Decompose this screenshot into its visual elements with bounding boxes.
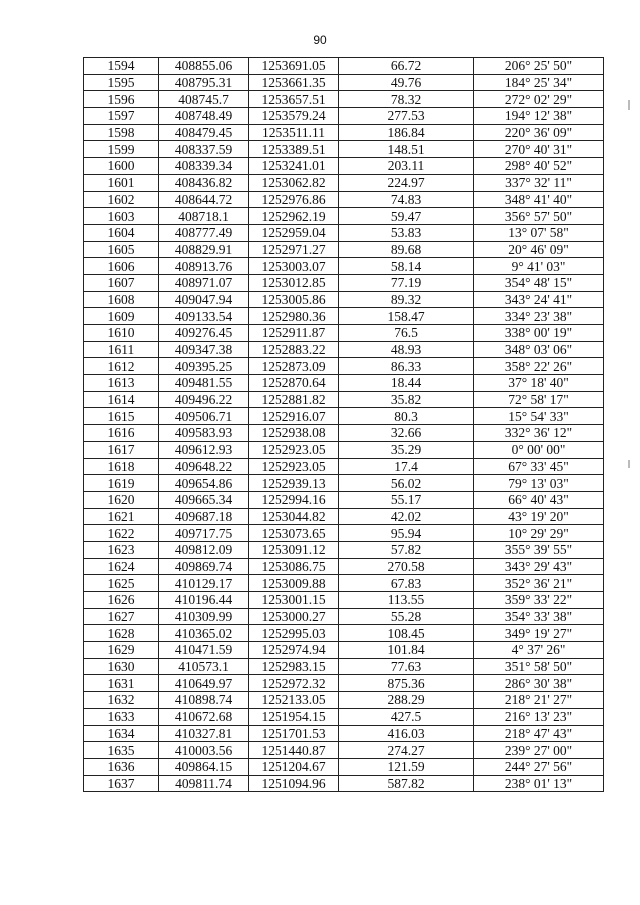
bearing-cell: 348° 03' 06" xyxy=(474,341,604,358)
point-number-cell: 1599 xyxy=(84,141,159,158)
x-coordinate-cell: 408337.59 xyxy=(159,141,249,158)
x-coordinate-cell: 408339.34 xyxy=(159,158,249,175)
scan-edge-mark xyxy=(628,100,630,110)
distance-cell: 32.66 xyxy=(339,425,474,442)
distance-cell: 224.97 xyxy=(339,174,474,191)
x-coordinate-cell: 408913.76 xyxy=(159,258,249,275)
y-coordinate-cell: 1251440.87 xyxy=(249,742,339,759)
point-number-cell: 1627 xyxy=(84,608,159,625)
bearing-cell: 348° 41' 40" xyxy=(474,191,604,208)
distance-cell: 95.94 xyxy=(339,525,474,542)
point-number-cell: 1606 xyxy=(84,258,159,275)
x-coordinate-cell: 408795.31 xyxy=(159,74,249,91)
distance-cell: 270.58 xyxy=(339,558,474,575)
distance-cell: 89.68 xyxy=(339,241,474,258)
point-number-cell: 1632 xyxy=(84,692,159,709)
y-coordinate-cell: 1253073.65 xyxy=(249,525,339,542)
table-body xyxy=(84,58,604,792)
distance-cell: 17.4 xyxy=(339,458,474,475)
bearing-cell: 351° 58' 50" xyxy=(474,658,604,675)
point-number-cell: 1608 xyxy=(84,291,159,308)
table-row xyxy=(84,341,604,358)
bearing-cell: 343° 29' 43" xyxy=(474,558,604,575)
distance-cell: 77.19 xyxy=(339,274,474,291)
table-row xyxy=(84,441,604,458)
x-coordinate-cell: 408777.49 xyxy=(159,224,249,241)
x-coordinate-cell: 409654.86 xyxy=(159,475,249,492)
point-number-cell: 1617 xyxy=(84,441,159,458)
table-row xyxy=(84,491,604,508)
table-row xyxy=(84,224,604,241)
bearing-cell: 272° 02' 29" xyxy=(474,91,604,108)
point-number-cell: 1604 xyxy=(84,224,159,241)
table-row xyxy=(84,508,604,525)
x-coordinate-cell: 408644.72 xyxy=(159,191,249,208)
x-coordinate-cell: 410471.59 xyxy=(159,642,249,659)
y-coordinate-cell: 1253091.12 xyxy=(249,541,339,558)
table-row xyxy=(84,742,604,759)
distance-cell: 55.17 xyxy=(339,491,474,508)
x-coordinate-cell: 410672.68 xyxy=(159,708,249,725)
point-number-cell: 1622 xyxy=(84,525,159,542)
distance-cell: 58.14 xyxy=(339,258,474,275)
point-number-cell: 1636 xyxy=(84,758,159,775)
point-number-cell: 1637 xyxy=(84,775,159,792)
x-coordinate-cell: 408745.7 xyxy=(159,91,249,108)
point-number-cell: 1601 xyxy=(84,174,159,191)
x-coordinate-cell: 409347.38 xyxy=(159,341,249,358)
point-number-cell: 1628 xyxy=(84,625,159,642)
table-row xyxy=(84,758,604,775)
distance-cell: 86.33 xyxy=(339,358,474,375)
table-row xyxy=(84,375,604,392)
bearing-cell: 244° 27' 56" xyxy=(474,758,604,775)
distance-cell: 80.3 xyxy=(339,408,474,425)
x-coordinate-cell: 408479.45 xyxy=(159,124,249,141)
table-row xyxy=(84,124,604,141)
x-coordinate-cell: 410003.56 xyxy=(159,742,249,759)
x-coordinate-cell: 409395.25 xyxy=(159,358,249,375)
y-coordinate-cell: 1252870.64 xyxy=(249,375,339,392)
x-coordinate-cell: 410573.1 xyxy=(159,658,249,675)
distance-cell: 56.02 xyxy=(339,475,474,492)
point-number-cell: 1615 xyxy=(84,408,159,425)
bearing-cell: 72° 58' 17" xyxy=(474,391,604,408)
x-coordinate-cell: 410327.81 xyxy=(159,725,249,742)
y-coordinate-cell: 1252995.03 xyxy=(249,625,339,642)
y-coordinate-cell: 1252962.19 xyxy=(249,208,339,225)
point-number-cell: 1614 xyxy=(84,391,159,408)
x-coordinate-cell: 409864.15 xyxy=(159,758,249,775)
table-row xyxy=(84,58,604,75)
distance-cell: 108.45 xyxy=(339,625,474,642)
table-row xyxy=(84,708,604,725)
y-coordinate-cell: 1251954.15 xyxy=(249,708,339,725)
distance-cell: 587.82 xyxy=(339,775,474,792)
distance-cell: 875.36 xyxy=(339,675,474,692)
y-coordinate-cell: 1253389.51 xyxy=(249,141,339,158)
bearing-cell: 338° 00' 19" xyxy=(474,325,604,342)
y-coordinate-cell: 1252939.13 xyxy=(249,475,339,492)
distance-cell: 148.51 xyxy=(339,141,474,158)
x-coordinate-cell: 409133.54 xyxy=(159,308,249,325)
point-number-cell: 1618 xyxy=(84,458,159,475)
y-coordinate-cell: 1253003.07 xyxy=(249,258,339,275)
bearing-cell: 352° 36' 21" xyxy=(474,575,604,592)
y-coordinate-cell: 1252916.07 xyxy=(249,408,339,425)
bearing-cell: 184° 25' 34" xyxy=(474,74,604,91)
distance-cell: 101.84 xyxy=(339,642,474,659)
table-row xyxy=(84,258,604,275)
point-number-cell: 1631 xyxy=(84,675,159,692)
table-row xyxy=(84,274,604,291)
distance-cell: 49.76 xyxy=(339,74,474,91)
bearing-cell: 67° 33' 45" xyxy=(474,458,604,475)
distance-cell: 277.53 xyxy=(339,108,474,125)
y-coordinate-cell: 1253009.88 xyxy=(249,575,339,592)
table-row xyxy=(84,625,604,642)
y-coordinate-cell: 1252923.05 xyxy=(249,458,339,475)
y-coordinate-cell: 1252923.05 xyxy=(249,441,339,458)
distance-cell: 416.03 xyxy=(339,725,474,742)
bearing-cell: 37° 18' 40" xyxy=(474,375,604,392)
distance-cell: 42.02 xyxy=(339,508,474,525)
point-number-cell: 1596 xyxy=(84,91,159,108)
y-coordinate-cell: 1253511.11 xyxy=(249,124,339,141)
x-coordinate-cell: 410309.99 xyxy=(159,608,249,625)
bearing-cell: 355° 39' 55" xyxy=(474,541,604,558)
point-number-cell: 1616 xyxy=(84,425,159,442)
table-row xyxy=(84,658,604,675)
y-coordinate-cell: 1253012.85 xyxy=(249,274,339,291)
distance-cell: 57.82 xyxy=(339,541,474,558)
bearing-cell: 239° 27' 00" xyxy=(474,742,604,759)
table-row xyxy=(84,308,604,325)
distance-cell: 89.32 xyxy=(339,291,474,308)
table-row xyxy=(84,675,604,692)
point-number-cell: 1598 xyxy=(84,124,159,141)
table-row xyxy=(84,608,604,625)
x-coordinate-cell: 409869.74 xyxy=(159,558,249,575)
table-row xyxy=(84,325,604,342)
x-coordinate-cell: 410129.17 xyxy=(159,575,249,592)
bearing-cell: 286° 30' 38" xyxy=(474,675,604,692)
point-number-cell: 1635 xyxy=(84,742,159,759)
bearing-cell: 4° 37' 26" xyxy=(474,642,604,659)
point-number-cell: 1600 xyxy=(84,158,159,175)
bearing-cell: 43° 19' 20" xyxy=(474,508,604,525)
x-coordinate-cell: 408748.49 xyxy=(159,108,249,125)
distance-cell: 59.47 xyxy=(339,208,474,225)
bearing-cell: 354° 48' 15" xyxy=(474,274,604,291)
page-number: 90 xyxy=(313,33,327,47)
distance-cell: 18.44 xyxy=(339,375,474,392)
point-number-cell: 1605 xyxy=(84,241,159,258)
x-coordinate-cell: 409648.22 xyxy=(159,458,249,475)
x-coordinate-cell: 409506.71 xyxy=(159,408,249,425)
table-row xyxy=(84,425,604,442)
y-coordinate-cell: 1252881.82 xyxy=(249,391,339,408)
table-row xyxy=(84,475,604,492)
y-coordinate-cell: 1253661.35 xyxy=(249,74,339,91)
distance-cell: 67.83 xyxy=(339,575,474,592)
table-row xyxy=(84,642,604,659)
bearing-cell: 216° 13' 23" xyxy=(474,708,604,725)
x-coordinate-cell: 408971.07 xyxy=(159,274,249,291)
bearing-cell: 79° 13' 03" xyxy=(474,475,604,492)
point-number-cell: 1626 xyxy=(84,592,159,609)
table-row xyxy=(84,74,604,91)
table-row xyxy=(84,575,604,592)
y-coordinate-cell: 1252974.94 xyxy=(249,642,339,659)
point-number-cell: 1611 xyxy=(84,341,159,358)
point-number-cell: 1602 xyxy=(84,191,159,208)
point-number-cell: 1610 xyxy=(84,325,159,342)
point-number-cell: 1619 xyxy=(84,475,159,492)
bearing-cell: 194° 12' 38" xyxy=(474,108,604,125)
point-number-cell: 1609 xyxy=(84,308,159,325)
bearing-cell: 356° 57' 50" xyxy=(474,208,604,225)
x-coordinate-cell: 409811.74 xyxy=(159,775,249,792)
y-coordinate-cell: 1251204.67 xyxy=(249,758,339,775)
x-coordinate-cell: 409481.55 xyxy=(159,375,249,392)
point-number-cell: 1595 xyxy=(84,74,159,91)
x-coordinate-cell: 409665.34 xyxy=(159,491,249,508)
distance-cell: 113.55 xyxy=(339,592,474,609)
coordinates-table xyxy=(83,57,604,792)
distance-cell: 186.84 xyxy=(339,124,474,141)
x-coordinate-cell: 409047.94 xyxy=(159,291,249,308)
y-coordinate-cell: 1252976.86 xyxy=(249,191,339,208)
table-row xyxy=(84,391,604,408)
bearing-cell: 337° 32' 11" xyxy=(474,174,604,191)
scan-edge-mark xyxy=(628,460,630,468)
table-row xyxy=(84,191,604,208)
y-coordinate-cell: 1252938.08 xyxy=(249,425,339,442)
y-coordinate-cell: 1253044.82 xyxy=(249,508,339,525)
table-row xyxy=(84,108,604,125)
y-coordinate-cell: 1252994.16 xyxy=(249,491,339,508)
y-coordinate-cell: 1252983.15 xyxy=(249,658,339,675)
x-coordinate-cell: 408829.91 xyxy=(159,241,249,258)
point-number-cell: 1621 xyxy=(84,508,159,525)
bearing-cell: 218° 21' 27" xyxy=(474,692,604,709)
distance-cell: 78.32 xyxy=(339,91,474,108)
x-coordinate-cell: 409612.93 xyxy=(159,441,249,458)
table-row xyxy=(84,541,604,558)
bearing-cell: 354° 33' 38" xyxy=(474,608,604,625)
y-coordinate-cell: 1253000.27 xyxy=(249,608,339,625)
table-row xyxy=(84,358,604,375)
x-coordinate-cell: 409717.75 xyxy=(159,525,249,542)
point-number-cell: 1625 xyxy=(84,575,159,592)
bearing-cell: 20° 46' 09" xyxy=(474,241,604,258)
x-coordinate-cell: 409276.45 xyxy=(159,325,249,342)
point-number-cell: 1620 xyxy=(84,491,159,508)
table-row xyxy=(84,692,604,709)
table-row xyxy=(84,174,604,191)
y-coordinate-cell: 1252971.27 xyxy=(249,241,339,258)
point-number-cell: 1603 xyxy=(84,208,159,225)
y-coordinate-cell: 1253241.01 xyxy=(249,158,339,175)
point-number-cell: 1633 xyxy=(84,708,159,725)
x-coordinate-cell: 408718.1 xyxy=(159,208,249,225)
bearing-cell: 358° 22' 26" xyxy=(474,358,604,375)
y-coordinate-cell: 1253062.82 xyxy=(249,174,339,191)
y-coordinate-cell: 1253086.75 xyxy=(249,558,339,575)
x-coordinate-cell: 409496.22 xyxy=(159,391,249,408)
table-row xyxy=(84,241,604,258)
y-coordinate-cell: 1252911.87 xyxy=(249,325,339,342)
distance-cell: 35.29 xyxy=(339,441,474,458)
bearing-cell: 9° 41' 03" xyxy=(474,258,604,275)
y-coordinate-cell: 1253001.15 xyxy=(249,592,339,609)
bearing-cell: 270° 40' 31" xyxy=(474,141,604,158)
table-row xyxy=(84,208,604,225)
y-coordinate-cell: 1253691.05 xyxy=(249,58,339,75)
x-coordinate-cell: 410898.74 xyxy=(159,692,249,709)
bearing-cell: 10° 29' 29" xyxy=(474,525,604,542)
point-number-cell: 1623 xyxy=(84,541,159,558)
point-number-cell: 1630 xyxy=(84,658,159,675)
table-row xyxy=(84,91,604,108)
x-coordinate-cell: 410196.44 xyxy=(159,592,249,609)
y-coordinate-cell: 1252873.09 xyxy=(249,358,339,375)
distance-cell: 66.72 xyxy=(339,58,474,75)
point-number-cell: 1597 xyxy=(84,108,159,125)
table-row xyxy=(84,158,604,175)
distance-cell: 427.5 xyxy=(339,708,474,725)
table-row xyxy=(84,525,604,542)
table-row xyxy=(84,141,604,158)
distance-cell: 35.82 xyxy=(339,391,474,408)
y-coordinate-cell: 1253579.24 xyxy=(249,108,339,125)
table-row xyxy=(84,775,604,792)
bearing-cell: 206° 25' 50" xyxy=(474,58,604,75)
y-coordinate-cell: 1252972.32 xyxy=(249,675,339,692)
point-number-cell: 1624 xyxy=(84,558,159,575)
y-coordinate-cell: 1253005.86 xyxy=(249,291,339,308)
bearing-cell: 332° 36' 12" xyxy=(474,425,604,442)
bearing-cell: 334° 23' 38" xyxy=(474,308,604,325)
y-coordinate-cell: 1252980.36 xyxy=(249,308,339,325)
bearing-cell: 343° 24' 41" xyxy=(474,291,604,308)
x-coordinate-cell: 408436.82 xyxy=(159,174,249,191)
bearing-cell: 359° 33' 22" xyxy=(474,592,604,609)
table-row xyxy=(84,558,604,575)
distance-cell: 74.83 xyxy=(339,191,474,208)
bearing-cell: 238° 01' 13" xyxy=(474,775,604,792)
bearing-cell: 218° 47' 43" xyxy=(474,725,604,742)
bearing-cell: 349° 19' 27" xyxy=(474,625,604,642)
x-coordinate-cell: 410365.02 xyxy=(159,625,249,642)
point-number-cell: 1607 xyxy=(84,274,159,291)
distance-cell: 158.47 xyxy=(339,308,474,325)
y-coordinate-cell: 1251701.53 xyxy=(249,725,339,742)
distance-cell: 274.27 xyxy=(339,742,474,759)
point-number-cell: 1612 xyxy=(84,358,159,375)
x-coordinate-cell: 408855.06 xyxy=(159,58,249,75)
point-number-cell: 1629 xyxy=(84,642,159,659)
table-row xyxy=(84,592,604,609)
distance-cell: 55.28 xyxy=(339,608,474,625)
bearing-cell: 66° 40' 43" xyxy=(474,491,604,508)
point-number-cell: 1634 xyxy=(84,725,159,742)
y-coordinate-cell: 1252883.22 xyxy=(249,341,339,358)
bearing-cell: 13° 07' 58" xyxy=(474,224,604,241)
table-row xyxy=(84,291,604,308)
table-row xyxy=(84,458,604,475)
bearing-cell: 298° 40' 52" xyxy=(474,158,604,175)
point-number-cell: 1613 xyxy=(84,375,159,392)
bearing-cell: 15° 54' 33" xyxy=(474,408,604,425)
y-coordinate-cell: 1252133.05 xyxy=(249,692,339,709)
bearing-cell: 220° 36' 09" xyxy=(474,124,604,141)
bearing-cell: 0° 00' 00" xyxy=(474,441,604,458)
x-coordinate-cell: 409583.93 xyxy=(159,425,249,442)
distance-cell: 77.63 xyxy=(339,658,474,675)
y-coordinate-cell: 1252959.04 xyxy=(249,224,339,241)
y-coordinate-cell: 1251094.96 xyxy=(249,775,339,792)
distance-cell: 203.11 xyxy=(339,158,474,175)
table-row xyxy=(84,725,604,742)
distance-cell: 121.59 xyxy=(339,758,474,775)
table-row xyxy=(84,408,604,425)
x-coordinate-cell: 410649.97 xyxy=(159,675,249,692)
distance-cell: 76.5 xyxy=(339,325,474,342)
x-coordinate-cell: 409812.09 xyxy=(159,541,249,558)
distance-cell: 53.83 xyxy=(339,224,474,241)
x-coordinate-cell: 409687.18 xyxy=(159,508,249,525)
distance-cell: 288.29 xyxy=(339,692,474,709)
point-number-cell: 1594 xyxy=(84,58,159,75)
distance-cell: 48.93 xyxy=(339,341,474,358)
y-coordinate-cell: 1253657.51 xyxy=(249,91,339,108)
